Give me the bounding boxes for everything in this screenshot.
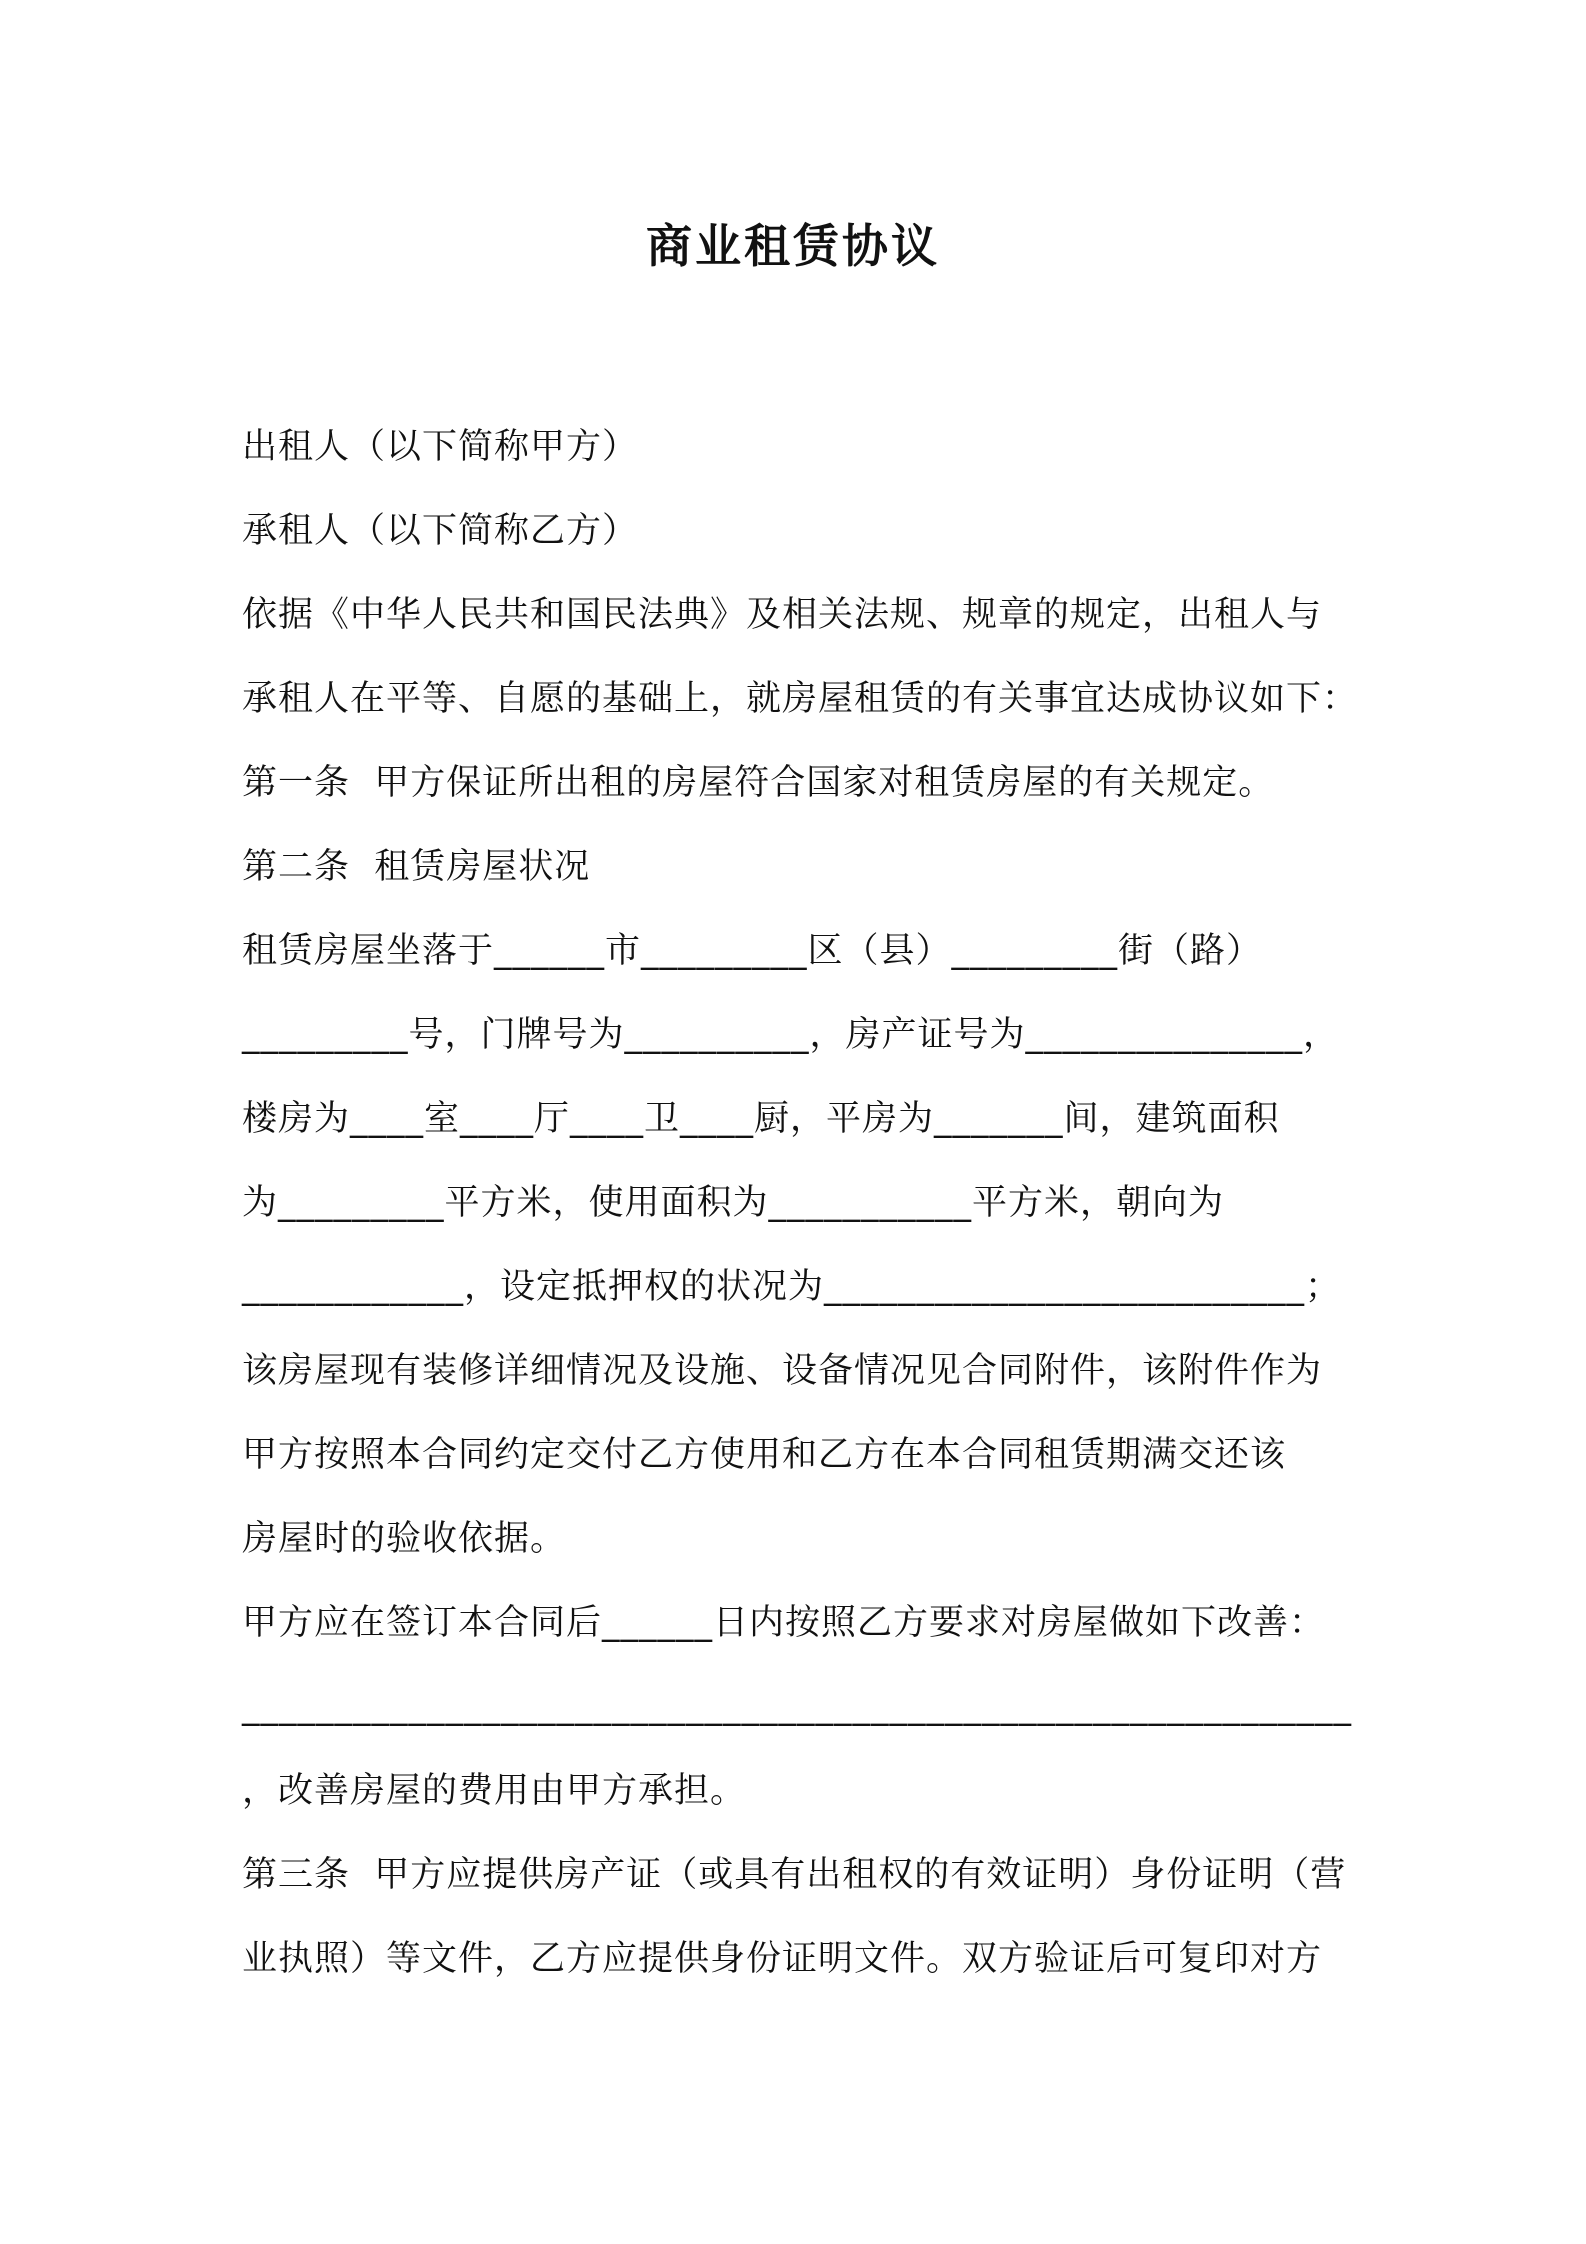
property-area-line: 为_________平方米，使用面积为___________平方米，朝向为	[242, 1183, 1225, 1223]
party-a-line: 出租人（以下简称甲方）	[242, 427, 639, 467]
decoration-line-3: 房屋时的验收依据。	[242, 1519, 567, 1559]
party-b-line: 承租人（以下简称乙方）	[242, 511, 639, 551]
document-body	[242, 405, 1382, 2001]
improvement-blank-line: ____________________________________________________________	[242, 1687, 1352, 1727]
property-rooms-line: 楼房为____室____厅____卫____厨，平房为_______间，建筑面积	[242, 1099, 1280, 1139]
article-1-line: 第一条 甲方保证所出租的房屋符合国家对租赁房屋的有关规定。	[242, 763, 1275, 803]
improvement-line-2: ，改善房屋的费用由甲方承担。	[242, 1771, 747, 1811]
decoration-line-1: 该房屋现有装修详细情况及设施、设备情况见合同附件，该附件作为	[242, 1351, 1323, 1391]
property-mortgage-line: ____________，设定抵押权的状况为__________________________；	[242, 1267, 1342, 1307]
property-number-line: _________号，门牌号为__________，房产证号为_______________，	[242, 1015, 1340, 1055]
preamble-line-1: 依据《中华人民共和国民法典》及相关法规、规章的规定，出租人与	[242, 595, 1323, 635]
preamble-line-2: 承租人在平等、自愿的基础上，就房屋租赁的有关事宜达成协议如下：	[242, 679, 1359, 719]
improvement-line-1: 甲方应在签订本合同后______日内按照乙方要求对房屋做如下改善：	[242, 1603, 1326, 1643]
decoration-line-2: 甲方按照本合同约定交付乙方使用和乙方在本合同租赁期满交还该	[242, 1435, 1287, 1475]
article-3-line-2: 业执照）等文件，乙方应提供身份证明文件。双方验证后可复印对方	[242, 1939, 1323, 1979]
document-title: 商业租赁协议	[646, 219, 940, 273]
article-2-heading: 第二条 租赁房屋状况	[242, 847, 591, 887]
article-3-line-1: 第三条 甲方应提供房产证（或具有出租权的有效证明）身份证明（营	[242, 1855, 1347, 1895]
property-location-line: 租赁房屋坐落于______市_________区（县）_________街（路）	[242, 931, 1263, 971]
